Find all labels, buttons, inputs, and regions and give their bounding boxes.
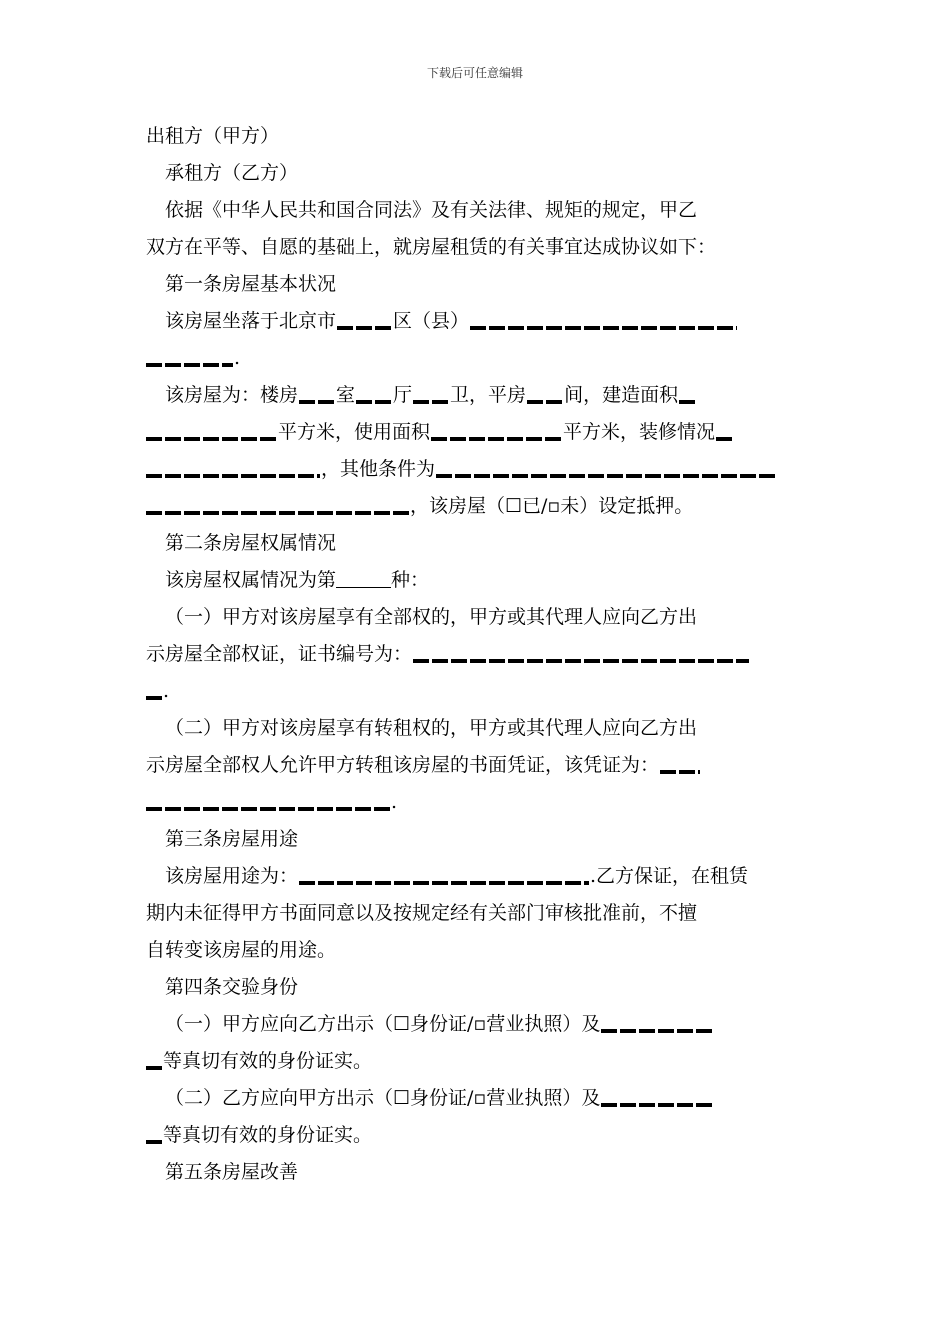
- ownership-type-blank[interactable]: [336, 587, 391, 588]
- certificate-number-blank[interactable]: [413, 659, 749, 663]
- ownership-type-line: [146, 562, 806, 599]
- clause-4-2-line: [146, 1080, 806, 1117]
- bath-label: 卫，平房: [450, 384, 527, 406]
- period: .: [163, 680, 170, 702]
- certificate-number-blank-cont[interactable]: [146, 696, 162, 700]
- area-blank-cont[interactable]: [146, 437, 277, 441]
- lessor-id-label: （一）甲方应向乙方出示（☐身份证/▫营业执照）及: [165, 1013, 601, 1035]
- room-label: 室: [336, 384, 356, 406]
- usage-line: [146, 858, 806, 895]
- conditions-blank[interactable]: [436, 474, 775, 478]
- lessor-line: 出租方（甲方）: [146, 125, 280, 147]
- article-2-title: 第二条房屋权属情况: [165, 532, 337, 554]
- usage-line-3: 自转变该房屋的用途。: [146, 939, 337, 961]
- certificate-line-cont: [146, 673, 806, 710]
- period: .: [234, 347, 241, 369]
- article-3-title: 第三条房屋用途: [165, 828, 299, 850]
- conditions-blank-cont[interactable]: [146, 511, 409, 515]
- district-blank[interactable]: [337, 326, 392, 330]
- article-4-title: 第四条交验身份: [165, 976, 299, 998]
- clause-4-2-line-cont: [146, 1117, 806, 1154]
- lessor-id-text: 等真切有效的身份证实。: [163, 1050, 373, 1072]
- page-header: 下载后可任意编辑: [426, 66, 523, 80]
- lessor-id-blank[interactable]: [601, 1029, 713, 1033]
- rooms-blank[interactable]: [299, 400, 335, 404]
- address-blank-cont[interactable]: [146, 363, 233, 367]
- ownership-type-label: 该房屋权属情况为第: [165, 569, 337, 591]
- article-5-title: 第五条房屋改善: [165, 1161, 299, 1183]
- decoration-label: 平方米，装修情况: [563, 421, 716, 443]
- clause-2-1-line: （一）甲方对该房屋享有全部权的，甲方或其代理人应向乙方出: [165, 606, 698, 628]
- lessee-line: 承租方（乙方）: [165, 162, 299, 184]
- period: .: [391, 791, 398, 813]
- article-1-title: 第一条房屋基本状况: [165, 273, 337, 295]
- usage-line-2: 期内未征得甲方书面同意以及按规定经有关部门审核批准前，不擅: [146, 902, 698, 924]
- contract-body: [146, 118, 806, 1191]
- mortgage-line: [146, 488, 806, 525]
- voucher-blank[interactable]: [660, 770, 700, 774]
- house-type-line: [146, 377, 806, 414]
- decoration-blank[interactable]: [716, 437, 732, 441]
- bungalow-blank[interactable]: [527, 400, 563, 404]
- usable-area-blank[interactable]: [431, 437, 562, 441]
- mortgage-text: ，该房屋（☐已/▫未）设定抵押。: [410, 495, 694, 517]
- area-line: [146, 414, 806, 451]
- house-type-label: 该房屋为：楼房: [165, 384, 299, 406]
- lessee-id-blank-cont[interactable]: [146, 1140, 162, 1144]
- district-label: 区（县）: [393, 310, 470, 332]
- lessor-id-blank-cont[interactable]: [146, 1066, 162, 1070]
- preamble-line-2: 双方在平等、自愿的基础上，就房屋租赁的有关事宜达成协议如下：: [146, 236, 717, 258]
- lessee-id-blank[interactable]: [601, 1103, 713, 1107]
- address-blank[interactable]: [470, 326, 737, 330]
- clause-4-1-line: [146, 1006, 806, 1043]
- decoration-blank-cont[interactable]: [146, 474, 320, 478]
- area-blank[interactable]: [679, 400, 695, 404]
- location-line-cont: [146, 340, 806, 377]
- usage-guarantee-text: .乙方保证，在租赁: [590, 865, 749, 887]
- usage-label: 该房屋用途为：: [165, 865, 299, 887]
- certificate-label: 示房屋全部权证，证书编号为：: [146, 643, 413, 665]
- sublease-voucher-line-cont: [146, 784, 806, 821]
- lessee-id-label: （二）乙方应向甲方出示（☐身份证/▫营业执照）及: [165, 1087, 601, 1109]
- halls-blank[interactable]: [356, 400, 392, 404]
- clause-4-1-line-cont: [146, 1043, 806, 1080]
- sublease-voucher-label: 示房屋全部权人允许甲方转租该房屋的书面凭证，该凭证为：: [146, 754, 660, 776]
- lessee-id-text: 等真切有效的身份证实。: [163, 1124, 373, 1146]
- certificate-line: [146, 636, 806, 673]
- area-label: 间，建造面积: [564, 384, 679, 406]
- conditions-label: ，其他条件为: [321, 458, 436, 480]
- conditions-line: [146, 451, 806, 488]
- voucher-blank-cont[interactable]: [146, 807, 390, 811]
- location-label: 该房屋坐落于北京市: [165, 310, 337, 332]
- sublease-voucher-line: [146, 747, 806, 784]
- usage-blank[interactable]: [299, 881, 589, 885]
- clause-2-2-line: （二）甲方对该房屋享有转租权的，甲方或其代理人应向乙方出: [165, 717, 698, 739]
- kind-label: 种：: [391, 569, 430, 591]
- hall-label: 厅: [393, 384, 413, 406]
- usable-area-label: 平方米，使用面积: [278, 421, 431, 443]
- bath-blank[interactable]: [413, 400, 449, 404]
- location-line: [146, 303, 806, 340]
- preamble-line-1: 依据《中华人民共和国合同法》及有关法律、规矩的规定，甲乙: [165, 199, 698, 221]
